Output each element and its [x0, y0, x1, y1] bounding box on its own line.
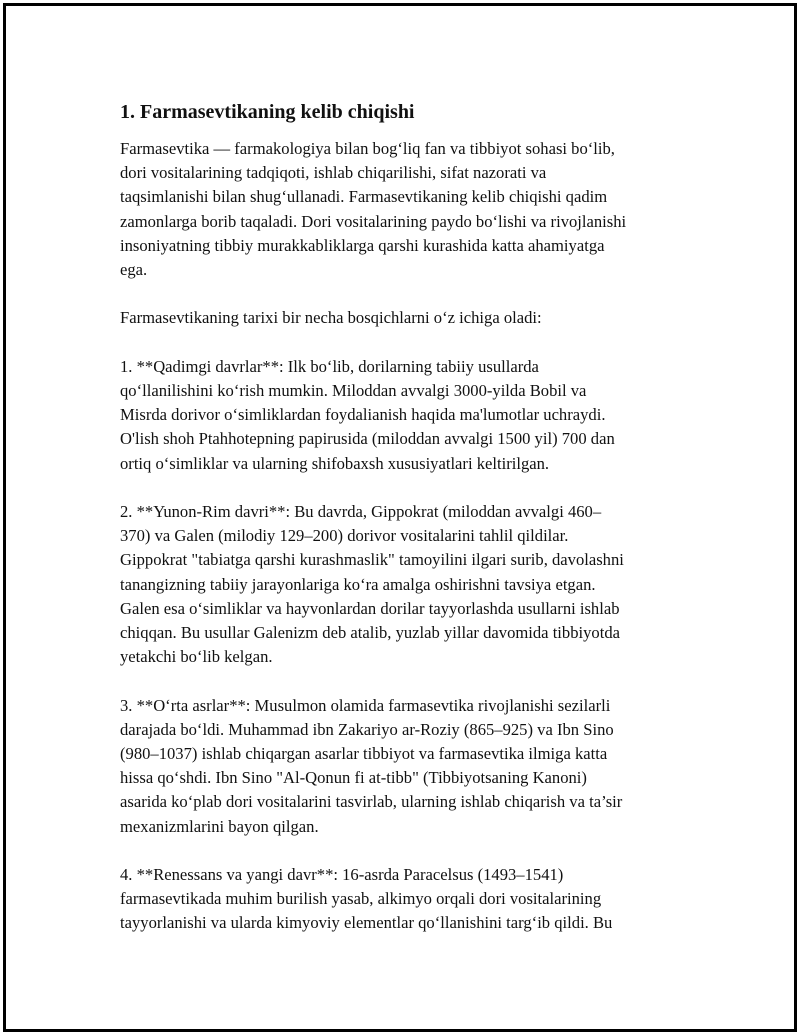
text-line: O'lish shoh Ptahhotepning papirusida (miloddan avvalgi 1500 yil) 700 dan — [120, 429, 615, 449]
text-line: 4. **Renessans va yangi davr**: 16-asrda Paracelsus (1493–1541) — [120, 865, 564, 885]
text-line: 3. **O‘rta asrlar**: Musulmon olamida farmasevtika rivojlanishi sezilarli — [120, 695, 611, 715]
text-line: Gippokrat "tabiatga qarshi kurashmaslik" tamoyilini ilgari surib, davolashni — [120, 550, 624, 570]
text-line: insoniyatning tibbiy murakkabliklarga qarshi kurashida katta ahamiyatga — [120, 235, 605, 255]
text-line: mexanizmlarini bayon qilgan. — [120, 816, 319, 836]
text-line: farmasevtikada muhim burilish yasab, alkimyo orqali dori vositalarining — [120, 889, 602, 909]
text-line: darajada bo‘ldi. Muhammad ibn Zakariyo ar-Roziy (865–925) va Ibn Sino — [120, 719, 614, 739]
paragraph — [120, 694, 700, 839]
text-line: 370) va Galen (milodiy 129–200) dorivor vositalarini tahlil qildilar. — [120, 526, 569, 546]
text-line: asarida ko‘plab dori vositalarini tasvirlab, ularning ishlab chiqarish va ta’sir — [120, 792, 623, 812]
text-line: Farmasevtika — farmakologiya bilan bog‘liq fan va tibbiyot sohasi bo‘lib, — [120, 139, 615, 158]
paragraph — [120, 500, 700, 669]
paragraph — [120, 863, 700, 936]
text-line: tanangizning tabiiy jarayonlariga ko‘ra amalga oshirishni tavsiya etgan. — [120, 574, 596, 594]
document-body — [120, 100, 700, 960]
text-line: qo‘llanilishini ko‘rish mumkin. Miloddan avvalgi 3000-yilda Bobil va — [120, 381, 587, 400]
text-line: yetakchi bo‘lib kelgan. — [120, 647, 273, 667]
paragraph-list — [120, 137, 700, 936]
text-line: chiqqan. Bu usullar Galenizm deb atalib, yuzlab yillar davomida tibbiyotda — [120, 623, 620, 643]
text-line: taqsimlanishi bilan shug‘ullanadi. Farmasevtikaning kelib chiqishi qadim — [120, 187, 608, 207]
paragraph — [120, 355, 700, 476]
text-line: tayyorlanishi va ularda kimyoviy elementlar qo‘llanishini targ‘ib qildi. Bu — [120, 913, 613, 933]
text-line: hissa qo‘shdi. Ibn Sino "Al-Qonun fi at-tibb" (Tibbiyotsaning Kanoni) — [120, 768, 587, 788]
text-line: 1. **Qadimgi davrlar**: Ilk bo‘lib, dorilarning tabiiy usullarda — [120, 356, 539, 376]
text-line: ega. — [120, 260, 148, 280]
paragraph — [120, 306, 700, 330]
text-line: (980–1037) ishlab chiqargan asarlar tibbiyot va farmasevtika ilmiga katta — [120, 744, 608, 764]
page-frame — [3, 3, 797, 1032]
text-line: Farmasevtikaning tarixi bir necha bosqichlarni o‘z ichiga oladi: — [120, 308, 542, 328]
text-line: Galen esa o‘simliklar va hayvonlardan dorilar tayyorlashda usullarni ishlab — [120, 598, 620, 618]
text-line: ortiq o‘simliklar va ularning shifobaxsh xususiyatlari keltirilgan. — [120, 453, 550, 473]
text-line: 2. **Yunon-Rim davri**: Bu davrda, Gippokrat (miloddan avvalgi 460– — [120, 502, 602, 521]
text-line: Misrda dorivor o‘simliklardan foydalianish haqida ma'lumotlar uchraydi. — [120, 405, 606, 425]
text-line: dori vositalarining tadqiqoti, ishlab chiqarilishi, sifat nazorati va — [120, 163, 547, 183]
text-line: zamonlarga borib taqaladi. Dori vositalarining paydo bo‘lishi va rivojlanishi — [120, 211, 627, 231]
page-title: 1. Farmasevtikaning kelib chiqishi — [120, 101, 415, 123]
paragraph — [120, 137, 700, 282]
